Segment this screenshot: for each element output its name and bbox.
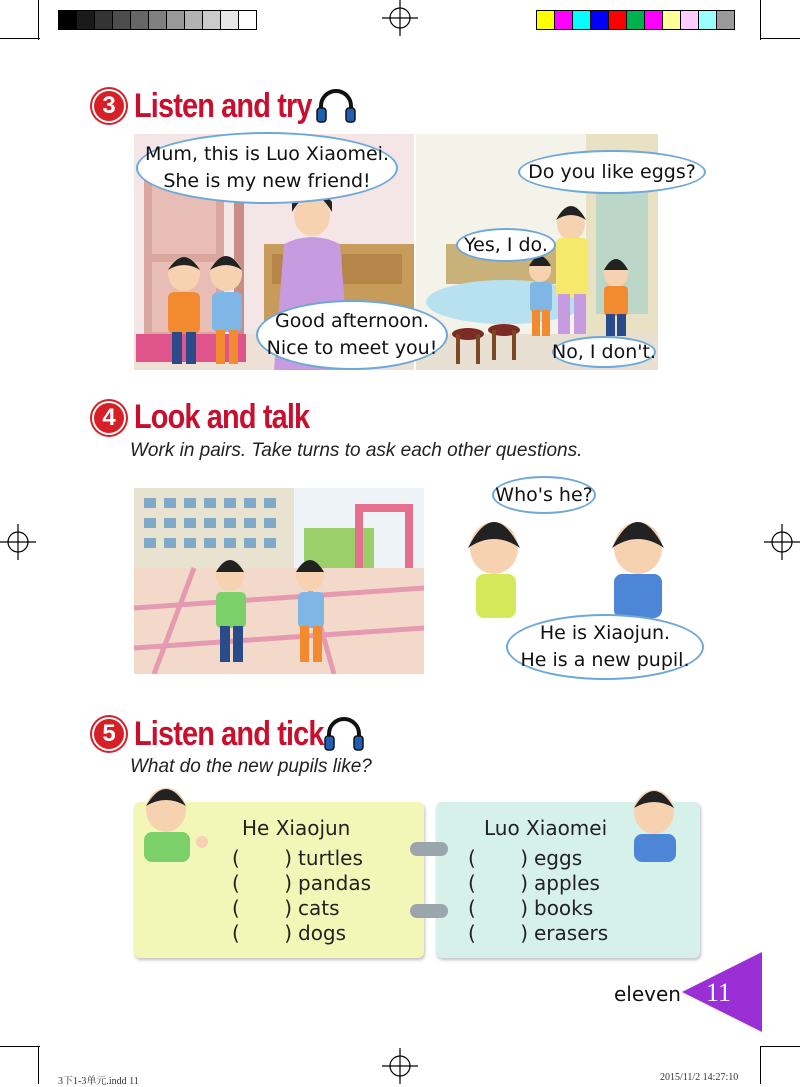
binder-ring	[410, 904, 448, 918]
binder-ring	[410, 842, 448, 856]
boy-avatar	[136, 782, 212, 862]
color-swatch	[591, 11, 609, 29]
tick-item-label: erasers	[534, 921, 609, 945]
paren-close: )	[520, 871, 528, 895]
page-number-word: eleven	[614, 982, 681, 1006]
tick-box[interactable]	[232, 896, 292, 920]
tick-box[interactable]	[232, 846, 292, 870]
crop-mark	[38, 1046, 39, 1084]
crop-mark	[760, 1046, 761, 1084]
paren-open: (	[468, 846, 476, 870]
crop-mark	[0, 38, 40, 39]
illustration-schoolyard	[134, 488, 424, 674]
tick-row[interactable]	[468, 921, 608, 945]
paren-open: (	[232, 921, 240, 945]
speech-bubble-yes	[456, 228, 556, 262]
bubble-line: Yes, I do.	[464, 233, 548, 256]
tick-row[interactable]	[232, 846, 363, 870]
registration-mark-left	[0, 524, 36, 560]
color-swatch	[113, 11, 131, 29]
color-swatch	[95, 11, 113, 29]
section-5-instruction: What do the new pupils like?	[130, 756, 372, 777]
tick-item-label: turtles	[298, 846, 363, 870]
speech-bubble-introduce	[136, 132, 398, 204]
paren-open: (	[232, 871, 240, 895]
crop-mark	[760, 1046, 800, 1047]
tick-item-label: apples	[534, 871, 600, 895]
speech-bubble-no	[552, 336, 656, 368]
tick-box[interactable]	[468, 921, 528, 945]
color-swatch	[203, 11, 221, 29]
color-swatch	[131, 11, 149, 29]
paren-close: )	[520, 896, 528, 920]
color-bar	[536, 10, 735, 30]
bubble-line: Who's he?	[495, 483, 593, 506]
section-3-heading	[92, 86, 357, 126]
paren-close: )	[520, 921, 528, 945]
color-swatch	[555, 11, 573, 29]
color-swatch	[77, 11, 95, 29]
crop-mark	[38, 0, 39, 40]
crop-mark	[760, 0, 761, 40]
tick-row[interactable]	[232, 921, 346, 945]
tick-box[interactable]	[468, 871, 528, 895]
speech-bubble-question	[518, 150, 706, 194]
page-number: 11	[706, 978, 732, 1007]
tick-row[interactable]	[468, 896, 593, 920]
bubble-line: Good afternoon.	[274, 310, 430, 333]
paren-close: )	[284, 846, 292, 870]
color-swatch	[609, 11, 627, 29]
section-number-badge: 4	[92, 401, 126, 435]
crop-mark	[760, 38, 800, 39]
color-swatch	[627, 11, 645, 29]
tick-item-label: pandas	[298, 871, 371, 895]
registration-mark-top	[382, 0, 418, 36]
color-swatch	[59, 11, 77, 29]
paren-open: (	[468, 871, 476, 895]
speech-bubble-he-is	[506, 614, 704, 680]
tick-row[interactable]	[468, 846, 582, 870]
color-swatch	[645, 11, 663, 29]
color-swatch	[239, 11, 256, 29]
headphones-icon	[315, 86, 357, 126]
bubble-line: Mum, this is Luo Xiaomei.	[145, 143, 389, 166]
bubble-line: He is a new pupil.	[520, 649, 690, 671]
color-swatch	[681, 11, 699, 29]
gray-bar	[58, 10, 257, 30]
paren-open: (	[232, 896, 240, 920]
color-swatch	[149, 11, 167, 29]
speech-bubble-whos-he	[492, 476, 596, 514]
tick-box[interactable]	[232, 871, 292, 895]
section-4-heading	[92, 398, 340, 437]
tick-row[interactable]	[468, 871, 600, 895]
tick-item-label: dogs	[298, 921, 347, 945]
girl-avatar	[622, 784, 684, 862]
speech-bubble-greeting	[256, 300, 448, 370]
section-title: Look and talk	[134, 398, 310, 436]
tick-box[interactable]	[468, 896, 528, 920]
footer-filename: 3下1-3单元.indd 11	[58, 1076, 139, 1087]
paren-close: )	[284, 871, 292, 895]
paren-close: )	[520, 846, 528, 870]
worksheet-name: Luo Xiaomei	[484, 816, 608, 840]
paren-open: (	[468, 921, 476, 945]
section-number-badge: 3	[92, 89, 126, 123]
section-5-heading	[92, 714, 365, 754]
paren-close: )	[284, 921, 292, 945]
tick-box[interactable]	[468, 846, 528, 870]
registration-mark-right	[764, 524, 800, 560]
paren-open: (	[468, 896, 476, 920]
color-swatch	[573, 11, 591, 29]
headphones-icon	[323, 714, 365, 754]
tick-item-label: cats	[298, 896, 340, 920]
section-title: Listen and tick	[134, 714, 324, 753]
tick-row[interactable]	[232, 871, 371, 895]
color-swatch	[699, 11, 717, 29]
color-swatch	[167, 11, 185, 29]
bubble-line: Nice to meet you!	[266, 337, 438, 359]
color-swatch	[185, 11, 203, 29]
bubble-line: Do you like eggs?	[528, 160, 696, 183]
tick-row[interactable]	[232, 896, 340, 920]
crop-mark	[0, 1046, 40, 1047]
color-swatch	[717, 11, 734, 29]
color-swatch	[663, 11, 681, 29]
section-title: Listen and try	[134, 86, 312, 125]
bubble-line: No, I don't.	[552, 340, 656, 363]
bubble-line: He is Xiaojun.	[539, 622, 671, 645]
worksheet-name: He Xiaojun	[242, 816, 351, 840]
section-4-instruction: Work in pairs. Take turns to ask each other questions.	[130, 440, 583, 461]
color-swatch	[537, 11, 555, 29]
tick-box[interactable]	[232, 921, 292, 945]
footer-timestamp: 2015/11/2 14:27:10	[660, 1072, 739, 1083]
tick-item-label: eggs	[534, 846, 583, 870]
color-swatch	[221, 11, 239, 29]
illustration-girls-talking	[462, 508, 672, 618]
bubble-line: She is my new friend!	[163, 170, 371, 192]
registration-mark-bottom	[382, 1048, 418, 1084]
paren-open: (	[232, 846, 240, 870]
tick-item-label: books	[534, 896, 594, 920]
paren-close: )	[284, 896, 292, 920]
section-number-badge: 5	[92, 717, 126, 751]
